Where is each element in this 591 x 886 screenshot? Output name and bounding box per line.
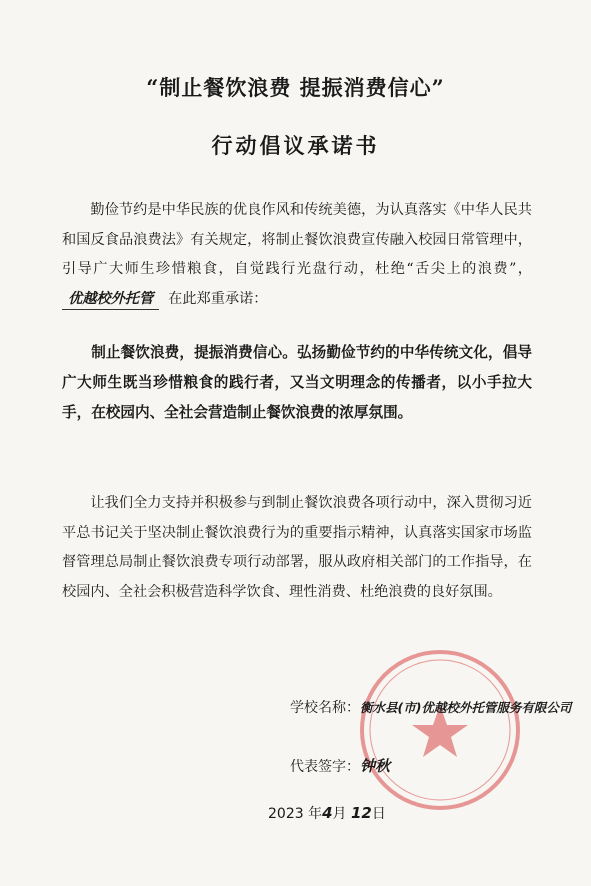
document-title-line2: 行动倡议承诺书 <box>211 133 380 158</box>
date-month: 4 <box>322 804 333 822</box>
date-day: 12 <box>350 804 372 822</box>
signing-date <box>268 803 386 823</box>
paragraph-call-to-action: 让我们全力支持并积极参与到制止餐饮浪费各项行动中，深入贯彻习近平总书记关于坚决制止餐饮浪费行为的重要指示精神，认真落实国家市场监督管理总局制止餐饮浪费专项行动部署，服从政府相关部门的工作指导，在校园内、全社会积极营造科学饮食、理性消费、杜绝浪费的良好氛围。 <box>62 495 532 600</box>
intro-commitment-text: 在此郑重承诺： <box>168 290 268 307</box>
representative-signature: 钟秋 <box>360 757 391 775</box>
school-name-handwritten: 衡水县(市)优越校外托管服务有限公司 <box>360 700 572 715</box>
intro-text: 勤俭节约是中华民族的优良作风和传统美德，为认真落实《中华人民共和国反食品浪费法》有关规定，将制止餐饮浪费宣传融入校园日常管理中，引导广大师生珍惜粮食，自觉践行光盘行动，杜绝“舌尖上的浪费”， <box>62 202 532 277</box>
date-month-unit: 月 <box>332 806 347 822</box>
school-name-label: 学校名称： <box>290 700 360 716</box>
date-day-unit: 日 <box>371 806 386 822</box>
representative-row <box>290 755 390 776</box>
handwritten-school-name: 优越校外托管 <box>62 289 159 310</box>
document-title-line1: “制止餐饮浪费 提振消费信心” <box>146 75 445 100</box>
date-year-unit: 年 <box>308 806 323 822</box>
paragraph-commitment: 制止餐饮浪费，提振消费信心。弘扬勤俭节约的中华传统文化，倡导广大师生既当珍惜粮食的践行者，又当文明理念的传播者，以小手拉大手，在校园内、全社会营造制止餐饮浪费的浓厚氛围。 <box>62 344 532 421</box>
paragraph-intro <box>62 196 532 314</box>
school-name-row <box>290 697 571 717</box>
date-year: 2023 <box>268 806 304 822</box>
official-seal-icon <box>355 645 525 815</box>
representative-label: 代表签字： <box>290 759 360 775</box>
